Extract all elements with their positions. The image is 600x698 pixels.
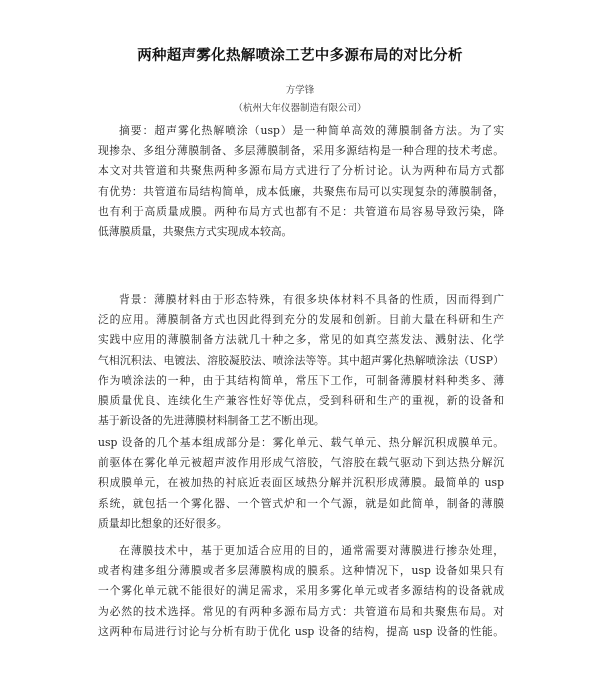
text-line: 膜质量优良、连续化生产兼容性好等优点，受到科研和生产的重视，新的设备和 — [98, 393, 504, 407]
text-line: 背景：薄膜材料由于形态特殊，有很多块体材料不具备的性质，因而得到广 — [119, 293, 504, 306]
text-line: 这两种布局进行讨论与分析有助于优化 usp 设备的结构，提高 usp 设备的性能。 — [98, 624, 504, 638]
text-line: 基于新设备的先进薄膜材料制备工艺不断出现。 — [98, 414, 325, 428]
text-line: 或者构建多组分薄膜或者多层薄膜构成的膜系。这种情况下，usp 设备如果只有 — [98, 564, 504, 578]
text-line: 质量却比想象的还好很多。 — [98, 516, 228, 530]
paper-title: 两种超声雾化热解喷涂工艺中多源布局的对比分析 — [137, 48, 463, 64]
text-line: 一个雾化单元就不能很好的满足需求，采用多雾化单元或者多源结构的设备就成 — [98, 584, 504, 598]
text-line: usp 设备的几个基本组成部分是：雾化单元、载气单元、热分解沉积成膜单元。 — [98, 436, 504, 449]
text-line: 系统，就包括一个雾化器、一个管式炉和一个气源，就是如此简单，制备的薄膜 — [98, 496, 504, 510]
text-line: 前驱体在雾化单元被超声波作用形成气溶胶，气溶胶在载气驱动下到达热分解沉 — [98, 456, 504, 470]
text-line: 为必然的技术选择。常见的有两种多源布局方式：共管道布局和共聚焦布局。对 — [98, 604, 504, 618]
text-line: 有优势：共管道布局结构简单，成本低廉，共聚焦布局可以实现复杂的薄膜制备， — [98, 184, 504, 198]
text-line: 积成膜单元，在被加热的衬底近表面区域热分解并沉积形成薄膜。最简单的 usp — [98, 476, 504, 490]
text-line: 气相沉积法、电镀法、溶胶凝胶法、喷涂法等等。其中超声雾化热解喷涂法（USP） — [98, 353, 504, 367]
text-line: 也有利于高质量成膜。两种布局方式也都有不足：共管道布局容易导致污染，降 — [98, 204, 504, 218]
text-line: 实践中应用的薄膜制备方法就几十种之多，常见的如真空蒸发法、溅射法、化学 — [98, 333, 504, 347]
text-line: 在薄膜技术中，基于更加适合应用的目的，通常需要对薄膜进行掺杂处理， — [119, 544, 504, 557]
background-paragraph — [98, 290, 504, 431]
text-line: 摘要：超声雾化热解喷涂（usp）是一种简单高效的薄膜制备方法。为了实 — [119, 124, 504, 137]
usp-components-paragraph — [98, 433, 504, 534]
text-line: 本文对共管道和共聚焦两种多源布局方式进行了分析讨论。认为两种布局方式都 — [98, 164, 504, 178]
abstract-paragraph — [98, 121, 504, 242]
text-line: 低薄膜质量，共聚焦方式实现成本较高。 — [98, 224, 293, 238]
text-line: 作为喷涂法的一种，由于其结构简单，常压下工作，可制备薄膜材料种类多、薄 — [98, 373, 504, 387]
author-affiliation: （杭州大年仪器制造有限公司） — [233, 103, 367, 114]
multi-source-paragraph — [98, 541, 504, 642]
text-line: 现掺杂、多组分薄膜制备、多层薄膜制备，采用多源结构是一种合理的技术考虑。 — [98, 144, 504, 158]
author-name: 方学锋 — [285, 85, 315, 96]
text-line: 泛的应用。薄膜制备方式也因此得到充分的发展和创新。目前大量在科研和生产 — [98, 313, 504, 327]
